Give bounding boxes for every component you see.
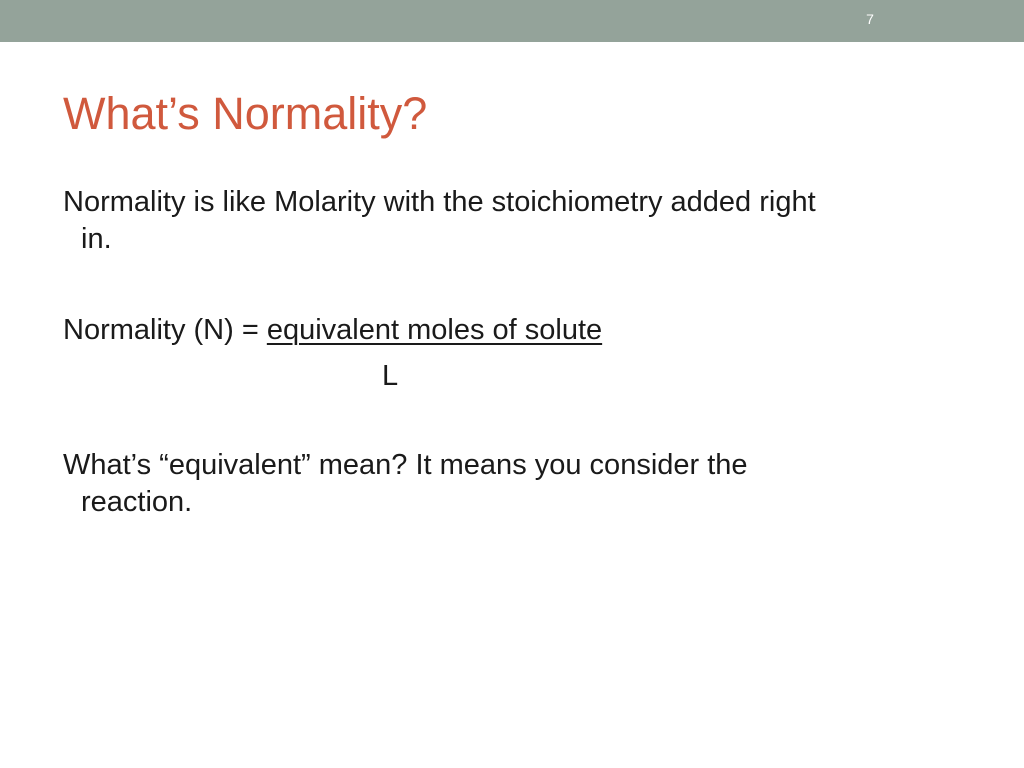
slide-number: 7 <box>866 11 874 27</box>
slide-title: What’s Normality? <box>63 88 428 139</box>
paragraph-1-line-1: Normality is like Molarity with the stoichiometry added right <box>63 186 816 218</box>
formula-numerator: equivalent moles of solute <box>266 314 603 346</box>
paragraph-1-line-2: in. <box>81 223 112 255</box>
header-bar <box>0 0 1024 42</box>
paragraph-3-line-1: What’s “equivalent” mean? It means you consider the <box>63 449 748 481</box>
paragraph-3-line-2: reaction. <box>81 486 193 518</box>
formula-line <box>63 312 602 348</box>
formula-lhs: Normality (N) = <box>63 314 267 346</box>
formula-denominator: L <box>382 360 399 392</box>
